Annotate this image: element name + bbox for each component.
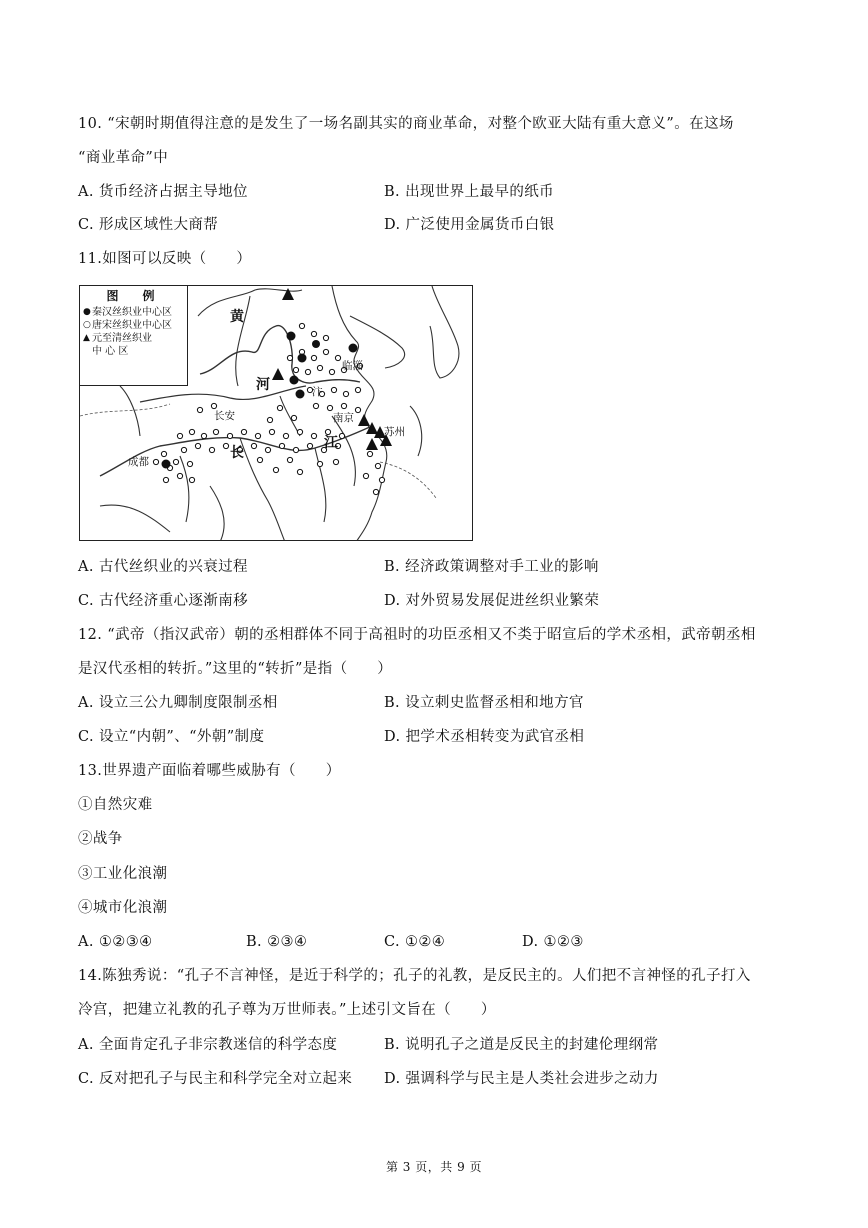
place-label-suzhou: 苏州 bbox=[384, 426, 405, 438]
triangle-icon: ▲ bbox=[83, 333, 90, 343]
place-label-bian: 汴 bbox=[312, 386, 323, 398]
q10-option-a[interactable]: A. 货币经济占据主导地位 bbox=[78, 184, 248, 200]
q10-option-d[interactable]: D. 广泛使用金属货币白银 bbox=[384, 217, 555, 233]
place-label-nanjing: 南京 bbox=[333, 412, 354, 424]
legend-item-yuanqing-cont bbox=[83, 345, 184, 358]
place-label-changan: 长安 bbox=[214, 410, 235, 422]
q10-stem-line1: 10. “宋朝时期值得注意的是发生了一场名副其实的商业革命，对整个欧亚大陆有重大意义”。在这场 bbox=[78, 116, 734, 132]
q14-option-a[interactable]: A. 全面肯定孔子非宗教迷信的科学态度 bbox=[78, 1037, 338, 1053]
q13-option-a[interactable]: A. ①②③④ bbox=[78, 934, 153, 950]
q10-option-c[interactable]: C. 形成区域性大商帮 bbox=[78, 217, 219, 233]
q14-option-b[interactable]: B. 说明孔子之道是反民主的封建伦理纲常 bbox=[384, 1037, 659, 1053]
q13-stem: 13.世界遗产面临着哪些威胁有（ ） bbox=[78, 763, 341, 779]
river-label-huang: 黄 bbox=[230, 309, 244, 325]
legend-title: 图 例 bbox=[106, 289, 161, 303]
q14-option-d[interactable]: D. 强调科学与民主是人类社会进步之动力 bbox=[384, 1071, 659, 1087]
page-number-footer: 第 3 页，共 9 页 bbox=[385, 1160, 483, 1174]
q13-option-b[interactable]: B. ②③④ bbox=[246, 934, 308, 950]
river-label-jiang: 江 bbox=[324, 435, 338, 451]
place-label-linzi: 临淄 bbox=[342, 360, 363, 372]
river-label-chang: 长 bbox=[230, 445, 244, 461]
q13-item-3: ③工业化浪潮 bbox=[78, 866, 168, 882]
map-legend bbox=[80, 286, 188, 386]
q12-option-b[interactable]: B. 设立刺史监督丞相和地方官 bbox=[384, 695, 584, 711]
legend-label: 中 心 区 bbox=[92, 346, 129, 357]
silk-industry-map bbox=[79, 285, 473, 541]
q12-stem-line1: 12. “武帝（指汉武帝）朝的丞相群体不同于高祖时的功臣丞相又不类于昭宣后的学术丞相，武帝朝丞相 bbox=[78, 627, 756, 643]
q11-option-c[interactable]: C. 古代经济重心逐渐南移 bbox=[78, 593, 248, 609]
open-circle-icon: ○ bbox=[83, 320, 91, 330]
q13-item-2: ②战争 bbox=[78, 831, 123, 847]
q12-option-d[interactable]: D. 把学术丞相转变为武官丞相 bbox=[384, 729, 585, 745]
legend-label: 秦汉丝织业中心区 bbox=[92, 307, 172, 318]
q11-option-a[interactable]: A. 古代丝织业的兴衰过程 bbox=[78, 559, 248, 575]
q13-option-c[interactable]: C. ①②④ bbox=[384, 934, 446, 950]
q12-option-a[interactable]: A. 设立三公九卿制度限制丞相 bbox=[78, 695, 278, 711]
legend-item-qinhan bbox=[83, 306, 184, 319]
q14-option-c[interactable]: C. 反对把孔子与民主和科学完全对立起来 bbox=[78, 1071, 353, 1087]
legend-item-tangsong bbox=[83, 319, 184, 332]
q13-item-4: ④城市化浪潮 bbox=[78, 900, 168, 916]
q13-item-1: ①自然灾难 bbox=[78, 797, 153, 813]
q13-option-d[interactable]: D. ①②③ bbox=[522, 934, 584, 950]
q12-stem-line2: 是汉代丞相的转折。”这里的“转折”是指（ ） bbox=[78, 661, 393, 677]
q10-stem-line2: “商业革命”中 bbox=[78, 150, 169, 166]
q10-option-b[interactable]: B. 出现世界上最早的纸币 bbox=[384, 184, 555, 200]
river-label-he: 河 bbox=[256, 377, 270, 393]
q14-stem-line2: 冷宫，把建立礼教的孔子尊为万世师表。”上述引文旨在（ ） bbox=[78, 1002, 496, 1018]
q12-option-c[interactable]: C. 设立“内朝”、“外朝”制度 bbox=[78, 729, 265, 745]
legend-item-yuanqing bbox=[83, 332, 184, 345]
q11-option-b[interactable]: B. 经济政策调整对手工业的影响 bbox=[384, 559, 599, 575]
legend-label: 元至清丝织业 bbox=[92, 333, 152, 344]
q14-stem-line1: 14.陈独秀说：“孔子不言神怪，是近于科学的；孔子的礼教，是反民主的。人们把不言神怪的孔子打入 bbox=[78, 968, 751, 984]
legend-label: 唐宋丝织业中心区 bbox=[92, 320, 172, 331]
q11-stem: 11.如图可以反映（ ） bbox=[78, 251, 252, 267]
q11-option-d[interactable]: D. 对外贸易发展促进丝织业繁荣 bbox=[384, 593, 600, 609]
filled-circle-icon: ● bbox=[83, 307, 91, 317]
place-label-chengdu: 成都 bbox=[128, 456, 149, 468]
